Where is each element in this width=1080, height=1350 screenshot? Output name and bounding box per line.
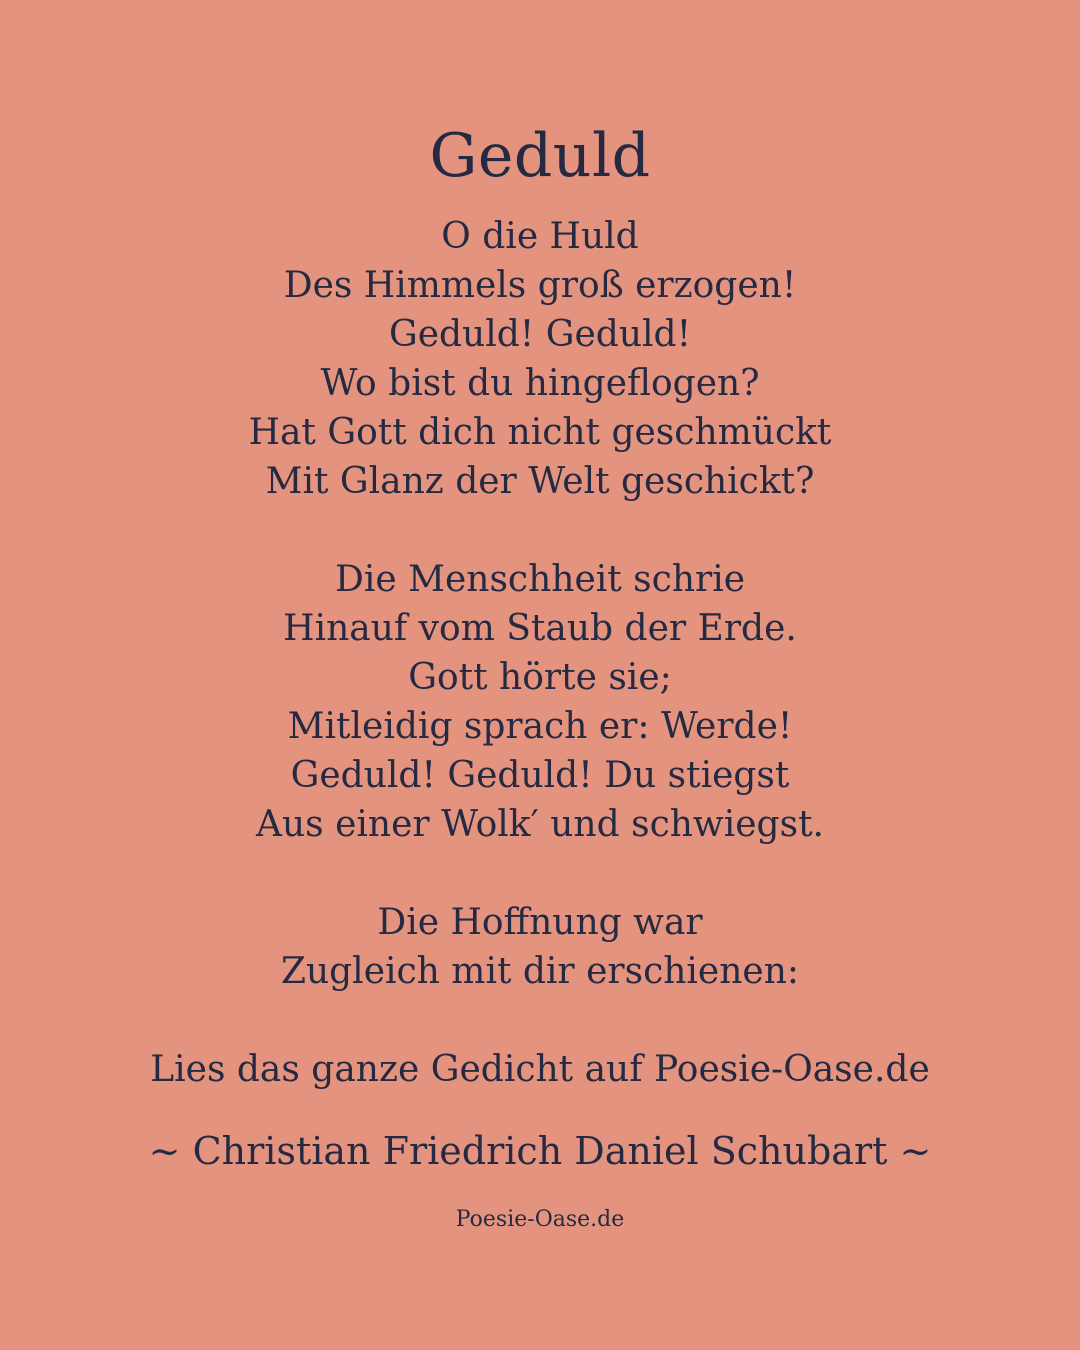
poem-line: Gott hörte sie;	[408, 657, 672, 698]
read-full-poem-text: Lies das ganze Gedicht auf Poesie-Oase.de	[150, 1049, 930, 1090]
poem-line: Zugleich mit dir erschienen:	[280, 951, 800, 992]
poem-body	[0, 212, 1080, 1045]
poem-author: ~ Christian Friedrich Daniel Schubart ~	[148, 1129, 932, 1173]
poem-line: Aus einer Wolk′ und schwiegst.	[256, 804, 824, 845]
poem-line: Des Himmels groß erzogen!	[283, 265, 797, 306]
poem-line: Hinauf vom Staub der Erde.	[283, 608, 797, 649]
stanza-2	[0, 555, 1080, 849]
poem-line: Geduld! Geduld!	[388, 314, 692, 355]
poem-line: Mit Glanz der Welt geschickt?	[265, 461, 815, 502]
poem-line: Hat Gott dich nicht geschmückt	[248, 412, 832, 453]
site-watermark: Poesie-Oase.de	[455, 1207, 625, 1232]
poem-line: O die Huld	[441, 216, 639, 257]
poem-line: Geduld! Geduld! Du stiegst	[290, 755, 790, 796]
poem-line: Die Hoffnung war	[377, 902, 703, 943]
stanza-1	[0, 212, 1080, 506]
poem-line: Wo bist du hingeflogen?	[320, 363, 760, 404]
poem-line: Mitleidig sprach er: Werde!	[287, 706, 793, 747]
poem-title: Geduld	[429, 121, 651, 191]
stanza-3	[0, 898, 1080, 996]
poem-line: Die Menschheit schrie	[334, 559, 746, 600]
